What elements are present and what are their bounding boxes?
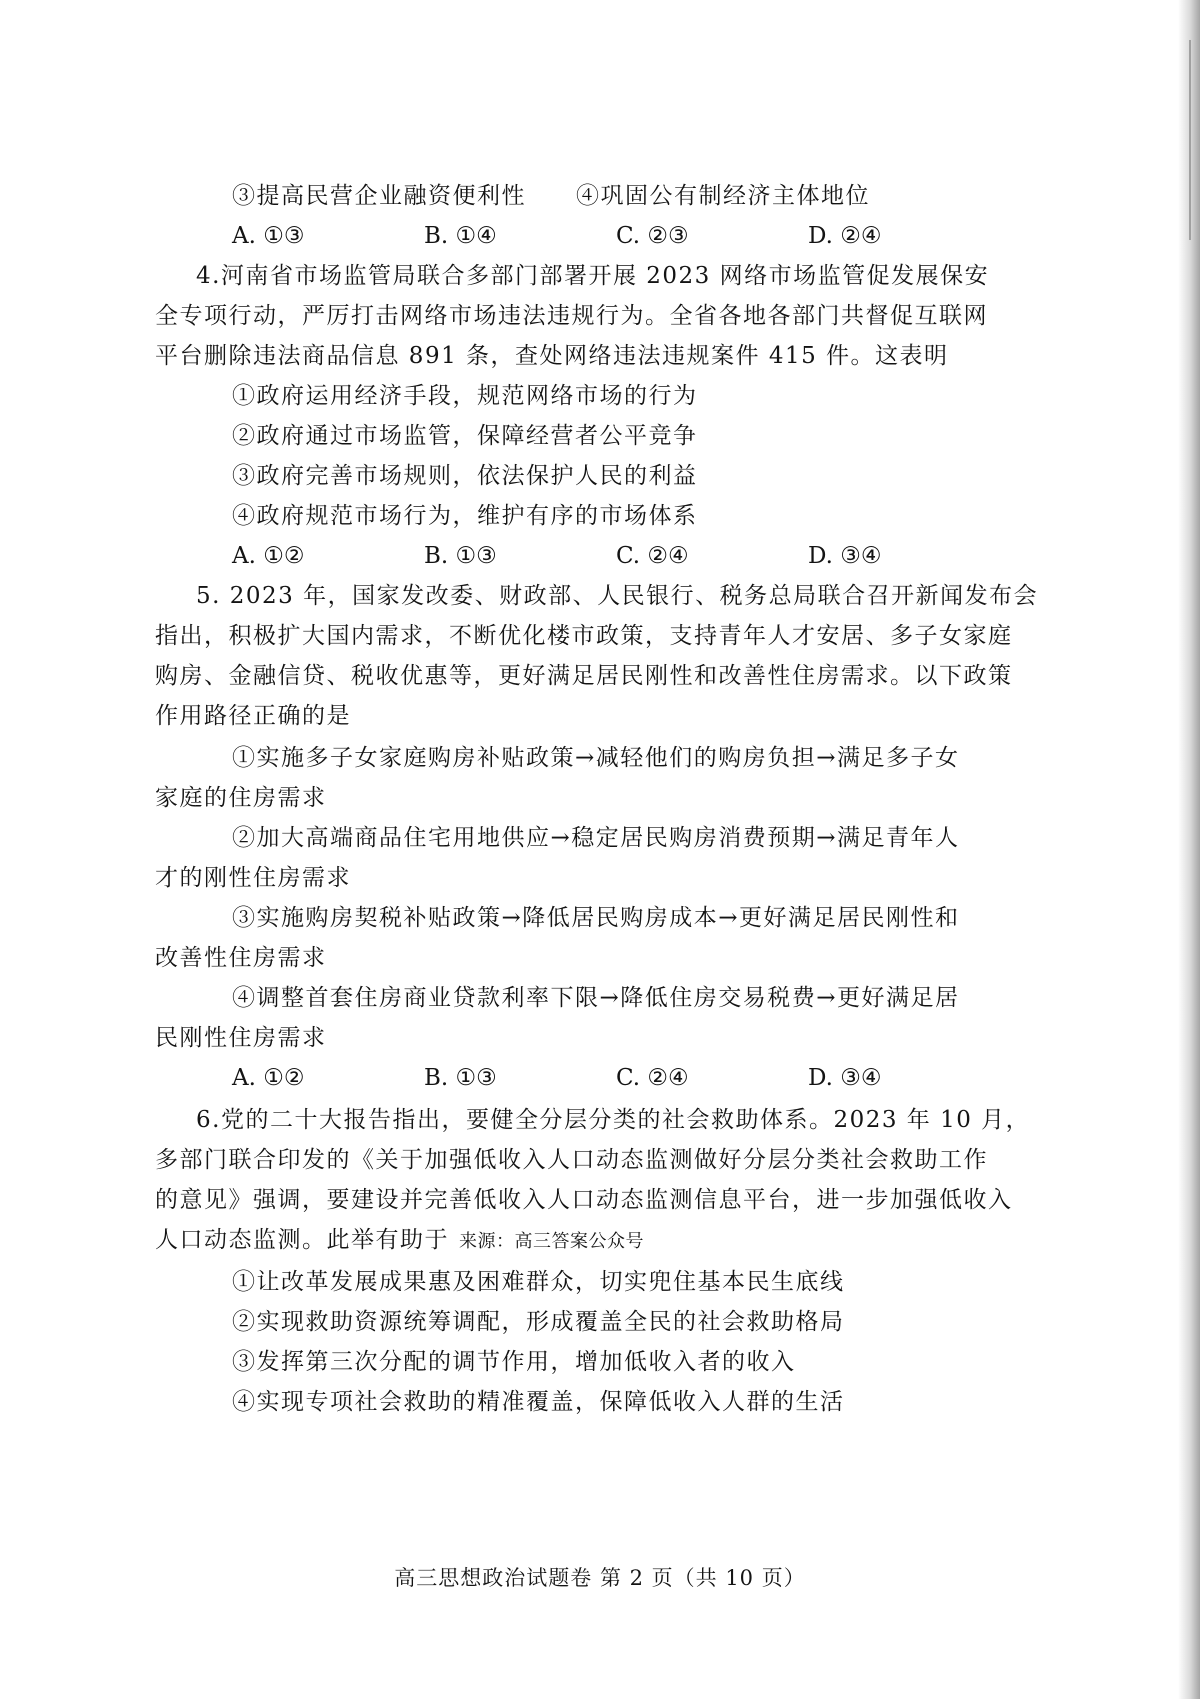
q4-choice-c: C. ②④ (616, 543, 689, 569)
q3-choice-a: A. ①③ (232, 223, 305, 249)
q4-stem-line-1: 4.河南省市场监管局联合多部门部署开展 2023 网络市场监管促发展保安 (196, 263, 990, 289)
q5-choices (232, 1058, 881, 1098)
q5-option-1-line-2: 家庭的住房需求 (155, 785, 327, 811)
q4-choice-b: B. ①③ (424, 543, 497, 569)
q5-option-4-line-2: 民刚性住房需求 (155, 1025, 327, 1051)
q6-stem-line-4-text: 人口动态监测。此举有助于 (155, 1227, 449, 1253)
q4-option-3: ③政府完善市场规则，依法保护人民的利益 (232, 463, 698, 489)
q5-option-2-line-1: ②加大高端商品住宅用地供应→稳定居民购房消费预期→满足青年人 (232, 825, 960, 851)
source-note: 来源：高三答案公众号 (459, 1231, 644, 1252)
q4-choices (232, 536, 881, 576)
q4-option-1: ①政府运用经济手段，规范网络市场的行为 (232, 383, 698, 409)
q5-stem-line-1: 5. 2023 年，国家发改委、财政部、人民银行、税务总局联合召开新闻发布会 (196, 583, 1039, 609)
q4-option-2: ②政府通过市场监管，保障经营者公平竞争 (232, 423, 698, 449)
q6-stem-line-2: 多部门联合印发的《关于加强低收入人口动态监测做好分层分类社会救助工作 (155, 1147, 988, 1173)
q5-option-3-line-1: ③实施购房契税补贴政策→降低居民购房成本→更好满足居民刚性和 (232, 905, 960, 931)
q4-stem-line-3: 平台删除违法商品信息 891 条，查处网络违法违规案件 415 件。这表明 (155, 343, 949, 369)
scan-edge-shadow (1178, 0, 1200, 1699)
q6-stem-line-4 (155, 1220, 644, 1262)
scan-edge-mark (1189, 40, 1191, 240)
q5-option-1-line-1: ①实施多子女家庭购房补贴政策→减轻他们的购房负担→满足多子女 (232, 745, 960, 771)
q5-stem-line-3: 购房、金融信贷、税收优惠等，更好满足居民刚性和改善性住房需求。以下政策 (155, 663, 1013, 689)
q5-stem-line-4: 作用路径正确的是 (155, 703, 351, 729)
q4-choice-d: D. ③④ (808, 543, 882, 569)
q4-stem-line-2: 全专项行动，严厉打击网络市场违法违规行为。全省各地各部门共督促互联网 (155, 303, 988, 329)
page-footer: 高三思想政治试题卷 第 2 页（共 10 页） (394, 1566, 806, 1590)
q3-choice-d: D. ②④ (808, 223, 882, 249)
q6-stem-line-3: 的意见》强调，要建设并完善低收入人口动态监测信息平台，进一步加强低收入 (155, 1187, 1013, 1213)
q3-choice-c: C. ②③ (616, 223, 689, 249)
q3-option-row (232, 176, 870, 216)
q5-choice-b: B. ①③ (424, 1065, 497, 1091)
q3-option-3: ③提高民营企业融资便利性 (232, 183, 526, 209)
q3-choices (232, 216, 881, 256)
q4-option-4: ④政府规范市场行为，维护有序的市场体系 (232, 503, 698, 529)
q3-choice-b: B. ①④ (424, 223, 497, 249)
q5-choice-d: D. ③④ (808, 1065, 882, 1091)
q6-option-3: ③发挥第三次分配的调节作用，增加低收入者的收入 (232, 1349, 796, 1375)
q6-stem-line-1: 6.党的二十大报告指出，要健全分层分类的社会救助体系。2023 年 10 月， (196, 1107, 1031, 1133)
q5-choice-c: C. ②④ (616, 1065, 689, 1091)
q5-option-2-line-2: 才的刚性住房需求 (155, 865, 351, 891)
q5-option-3-line-2: 改善性住房需求 (155, 945, 327, 971)
q6-option-4: ④实现专项社会救助的精准覆盖，保障低收入人群的生活 (232, 1389, 845, 1415)
q3-option-4: ④巩固公有制经济主体地位 (576, 183, 870, 209)
q5-option-4-line-1: ④调整首套住房商业贷款利率下限→降低住房交易税费→更好满足居 (232, 985, 960, 1011)
q5-stem-line-2: 指出，积极扩大国内需求，不断优化楼市政策，支持青年人才安居、多子女家庭 (155, 623, 1013, 649)
q5-choice-a: A. ①② (232, 1065, 305, 1091)
q6-option-2: ②实现救助资源统筹调配，形成覆盖全民的社会救助格局 (232, 1309, 845, 1335)
q4-choice-a: A. ①② (232, 543, 305, 569)
q6-option-1: ①让改革发展成果惠及困难群众，切实兜住基本民生底线 (232, 1269, 845, 1295)
